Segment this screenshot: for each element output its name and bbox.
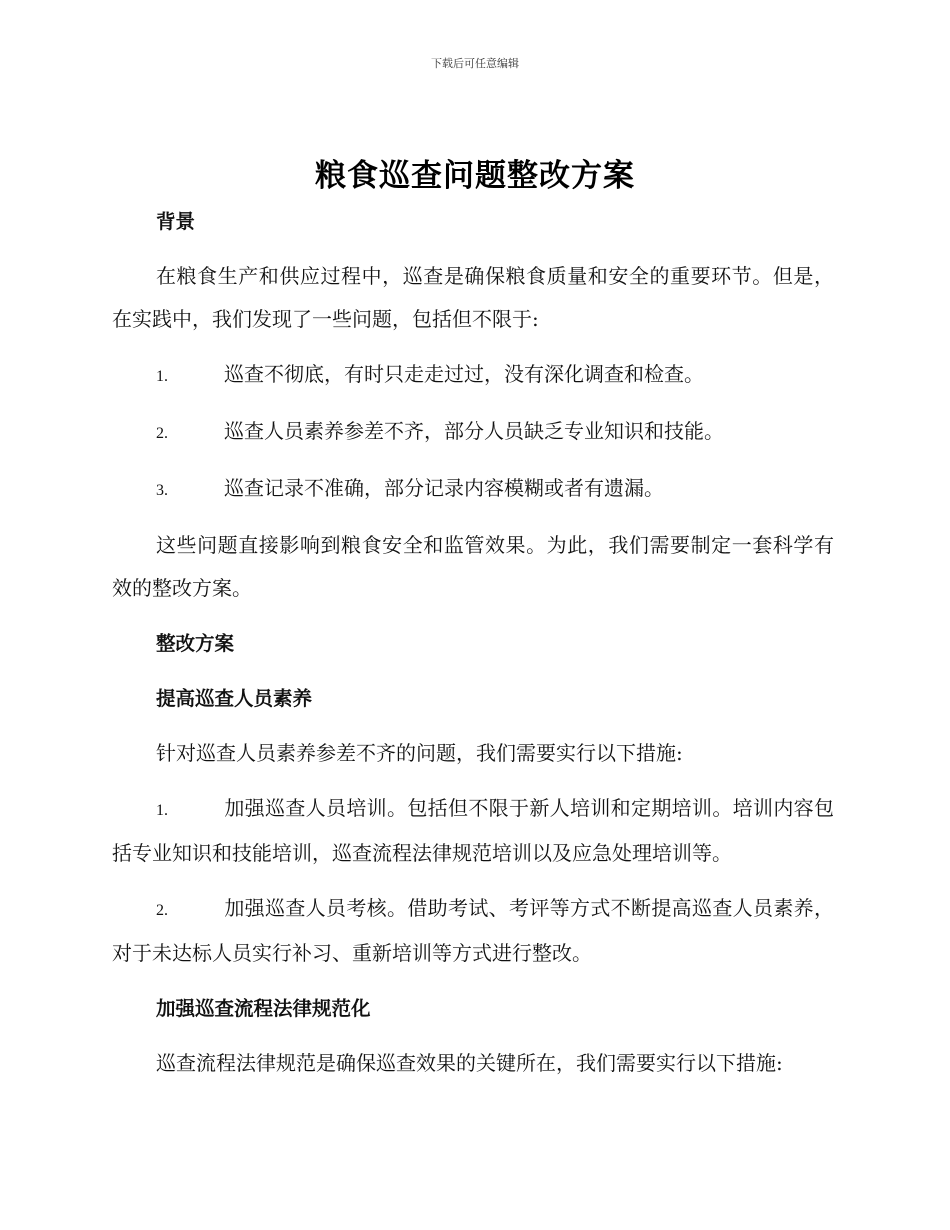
problem-list-item	[112, 467, 834, 512]
list-number: 3.	[156, 482, 168, 499]
list-number: 2.	[156, 902, 168, 919]
list-item-text: 巡查记录不准确，部分记录内容模糊或者有遗漏。	[224, 476, 664, 500]
subsection-heading-process-standardization: 加强巡查流程法律规范化	[156, 997, 371, 1020]
list-number: 1.	[156, 368, 168, 385]
subsection-heading-staff-quality: 提高巡查人员素养	[156, 687, 313, 710]
measure-list-item	[112, 887, 834, 975]
list-item-text: 巡查不彻底，有时只走走过过，没有深化调查和检查。	[224, 362, 704, 386]
list-number: 1.	[156, 802, 168, 819]
page-header-note: 下载后可任意编辑	[431, 57, 519, 70]
problem-list-item	[112, 410, 834, 455]
section-heading-plan: 整改方案	[156, 632, 235, 655]
list-item-text: 加强巡查人员培训。包括但不限于新人培训和定期培训。培训内容包括专业知识和技能培训，巡查流程法律规范培训以及应急处理培训等。	[112, 796, 834, 865]
document-title: 粮食巡查问题整改方案	[315, 158, 635, 194]
background-intro-paragraph: 在粮食生产和供应过程中，巡查是确保粮食质量和安全的重要环节。但是，在实践中，我们发现了一些问题，包括但不限于:	[112, 264, 834, 331]
measure-list-item	[112, 787, 834, 875]
section-heading-background: 背景	[156, 210, 196, 233]
list-item-text: 巡查人员素养参差不齐，部分人员缺乏专业知识和技能。	[224, 419, 724, 443]
list-number: 2.	[156, 425, 168, 442]
problem-list-item	[112, 353, 834, 398]
process-standardization-intro-paragraph: 巡查流程法律规范是确保巡查效果的关键所在，我们需要实行以下措施:	[156, 1051, 783, 1075]
background-conclusion-paragraph: 这些问题直接影响到粮食安全和监管效果。为此，我们需要制定一套科学有效的整改方案。	[112, 533, 834, 600]
document-body	[112, 200, 834, 1097]
staff-quality-intro-paragraph: 针对巡查人员素养参差不齐的问题，我们需要实行以下措施:	[156, 741, 683, 765]
list-item-text: 加强巡查人员考核。借助考试、考评等方式不断提高巡查人员素养，对于未达标人员实行补习、重新培训等方式进行整改。	[112, 896, 834, 965]
